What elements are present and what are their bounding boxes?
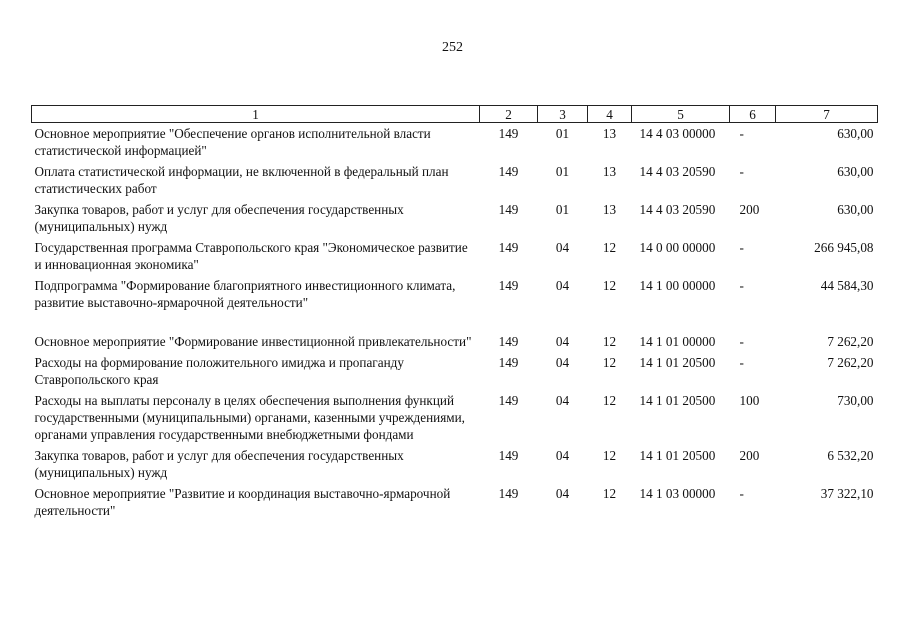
row-ministry-code: 149 [498,278,519,293]
row-subsection-code: 12 [602,240,617,255]
row-section-code: 04 [555,240,570,255]
row-ministry-code: 149 [498,202,519,217]
row-target-article: 14 4 03 00000 [639,126,716,141]
column-header: 6 [730,106,776,123]
column-header: 3 [538,106,588,123]
table-row [32,483,878,521]
row-target-article: 14 0 00 00000 [639,240,716,255]
table-row [32,390,878,445]
column-header: 5 [632,106,730,123]
row-ministry-code: 149 [498,486,519,501]
row-expense-type: - [739,164,744,179]
row-name: Расходы на формирование положительного имиджа и пропаганду Ставропольского края [34,355,404,387]
row-amount: 630,00 [837,202,874,217]
row-name: Закупка товаров, работ и услуг для обеспечения государственных (муниципальных) нужд [34,448,404,480]
row-section-code: 04 [555,355,570,370]
row-name: Государственная программа Ставропольского края "Экономическое развитие и инновационная экономика" [34,240,468,272]
column-header: 7 [776,106,878,123]
row-ministry-code: 149 [498,393,519,408]
column-header: 2 [480,106,538,123]
row-target-article: 14 4 03 20590 [639,202,716,217]
table-row [32,199,878,237]
row-subsection-code: 13 [602,126,617,141]
row-expense-type: - [739,355,744,370]
row-subsection-code: 12 [602,355,617,370]
row-section-code: 04 [555,278,570,293]
row-target-article: 14 1 01 20500 [639,355,716,370]
row-ministry-code: 149 [498,126,519,141]
row-amount: 6 532,20 [827,448,874,463]
row-amount: 37 322,10 [820,486,874,501]
row-name: Оплата статистической информации, не включенной в федеральный план статистических работ [34,164,449,196]
row-subsection-code: 12 [602,486,617,501]
row-expense-type: - [739,240,744,255]
row-ministry-code: 149 [498,448,519,463]
row-ministry-code: 149 [498,164,519,179]
table-row [32,161,878,199]
row-expense-type: 100 [739,393,760,408]
row-target-article: 14 1 03 00000 [639,486,716,501]
table-row [32,275,878,313]
table-row [32,352,878,390]
row-expense-type: - [739,486,744,501]
row-subsection-code: 13 [602,164,617,179]
row-section-code: 04 [555,448,570,463]
row-section-code: 04 [555,486,570,501]
row-subsection-code: 12 [602,334,617,349]
page-number: 252 [442,40,463,55]
row-amount: 7 262,20 [827,355,874,370]
row-target-article: 14 1 01 20500 [639,448,716,463]
column-header: 1 [32,106,480,123]
row-subsection-code: 12 [602,393,617,408]
row-name: Подпрограмма "Формирование благоприятного инвестиционного климата, развитие выставочно-ярмарочной деятельности" [34,278,456,310]
row-subsection-code: 12 [602,448,617,463]
table-row [32,313,878,352]
row-amount: 630,00 [837,126,874,141]
row-target-article: 14 4 03 20590 [639,164,716,179]
row-expense-type: 200 [739,202,760,217]
row-amount: 266 945,08 [814,240,874,255]
row-amount: 730,00 [837,393,874,408]
row-ministry-code: 149 [498,240,519,255]
row-amount: 7 262,20 [827,334,874,349]
row-subsection-code: 12 [602,278,617,293]
row-ministry-code: 149 [498,334,519,349]
row-expense-type: - [739,334,744,349]
row-name: Основное мероприятие "Развитие и координация выставочно-ярмарочной деятельности" [34,486,451,518]
row-name: Основное мероприятие "Обеспечение органов исполнительной власти статистической информацией" [34,126,431,158]
column-header: 4 [588,106,632,123]
table-row [32,237,878,275]
row-name: Расходы на выплаты персоналу в целях обеспечения выполнения функций государственными (муниципальными) органами, казенными учреждениями, органами управления государственными внебюджетными фондами [34,393,465,442]
budget-table [31,105,878,521]
row-section-code: 04 [555,334,570,349]
table-header-row [32,106,878,123]
row-amount: 44 584,30 [820,278,874,293]
table-row [32,445,878,483]
row-subsection-code: 13 [602,202,617,217]
row-section-code: 01 [555,126,570,141]
row-section-code: 01 [555,202,570,217]
table-row [32,123,878,162]
row-target-article: 14 1 01 00000 [639,334,716,349]
row-ministry-code: 149 [498,355,519,370]
row-expense-type: 200 [739,448,760,463]
row-section-code: 01 [555,164,570,179]
row-expense-type: - [739,126,744,141]
row-name: Закупка товаров, работ и услуг для обеспечения государственных (муниципальных) нужд [34,202,404,234]
row-target-article: 14 1 01 20500 [639,393,716,408]
row-expense-type: - [739,278,744,293]
row-amount: 630,00 [837,164,874,179]
row-target-article: 14 1 00 00000 [639,278,716,293]
row-name: Основное мероприятие "Формирование инвестиционной привлекательности" [34,334,472,349]
row-section-code: 04 [555,393,570,408]
